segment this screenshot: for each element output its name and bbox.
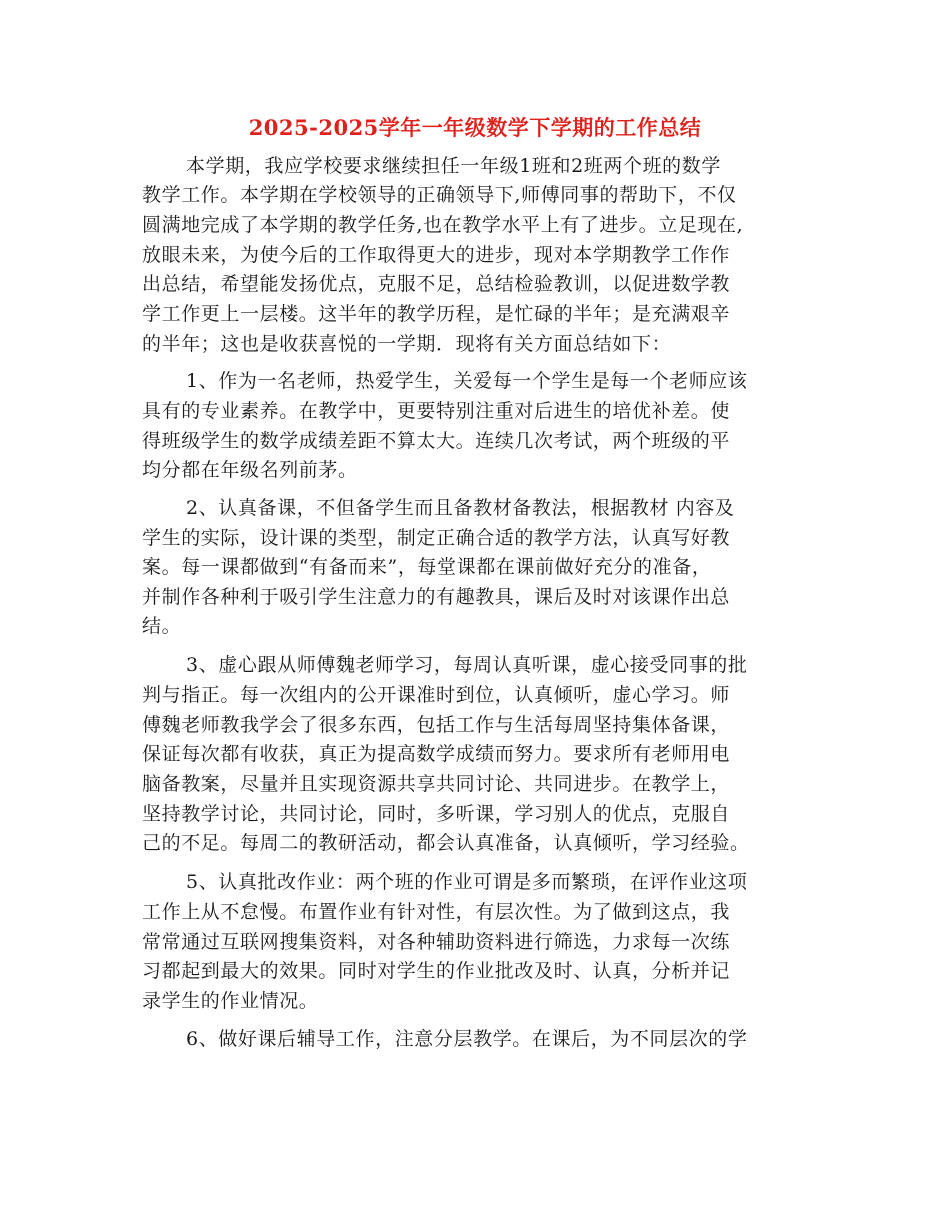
paragraph-line: 均分都在年级名列前茅。	[142, 459, 358, 481]
paragraph-line: 放眼未来，为使今后的工作取得更大的进步，现对本学期教学工作作	[142, 244, 731, 266]
paragraph-line: 脑备教案，尽量并且实现资源共享共同讨论、共同进步。在教学上，	[142, 773, 731, 795]
paragraph-line: 本学期，我应学校要求继续担任一年级1班和2班两个班的数学	[186, 155, 721, 177]
paragraph-line: 具有的专业素养。在教学中，更要特别注重对后进生的培优补差。使	[142, 400, 731, 422]
paragraph-line: 教学工作。本学期在学校领导的正确领导下,师傅同事的帮助下，不仅	[142, 184, 737, 206]
paragraph-line: 5、认真批改作业：两个班的作业可谓是多而繁琐，在评作业这项	[186, 871, 748, 893]
document-title: 2025-2025学年一年级数学下学期的工作总结	[248, 115, 702, 140]
paragraph-line: 出总结，希望能发扬优点，克服不足，总结检验教训，以促进数学教	[142, 273, 731, 295]
paragraph-line: 的半年；这也是收获喜悦的一学期．现将有关方面总结如下：	[142, 333, 672, 355]
paragraph-line: 录学生的作业情况。	[142, 990, 319, 1012]
paragraph-line: 己的不足。每周二的教研活动，都会认真准备，认真倾听，学习经验。	[142, 832, 750, 854]
paragraph-line: 1、作为一名老师，热爱学生，关爱每一个学生是每一个老师应该	[186, 370, 748, 392]
paragraph-line: 保证每次都有收获，真正为提高数学成绩而努力。要求所有老师用电	[142, 743, 731, 765]
paragraph-line: 习都起到最大的效果。同时对学生的作业批改及时、认真，分析并记	[142, 960, 731, 982]
paragraph-line: 3、虚心跟从师傅魏老师学习，每周认真听课，虚心接受同事的批	[186, 654, 748, 676]
paragraph-line: 并制作各种利于吸引学生注意力的有趣教具，课后及时对该课作出总	[142, 586, 731, 608]
paragraph-line: 结。	[142, 615, 182, 637]
paragraph-line: 判与指正。每一次组内的公开课准时到位，认真倾听，虚心学习。师	[142, 684, 731, 706]
paragraph-line: 常常通过互联网搜集资料，对各种辅助资料进行筛选，力求每一次练	[142, 931, 731, 953]
paragraph-line: 6、做好课后辅导工作，注意分层教学。在课后，为不同层次的学	[186, 1028, 748, 1050]
paragraph-line: 学生的实际，设计课的类型，制定正确合适的教学方法，认真写好教	[142, 527, 731, 549]
paragraph-line: 工作上从不怠慢。布置作业有针对性，有层次性。为了做到这点，我	[142, 901, 731, 923]
paragraph-line: 2、认真备课，不但备学生而且备教材备教法，根据教材 内容及	[186, 497, 735, 519]
paragraph-line: 学工作更上一层楼。这半年的教学历程，是忙碌的半年；是充满艰辛	[142, 303, 731, 325]
paragraph-line: 案。每一课都做到“有备而来”，每堂课都在课前做好充分的准备，	[142, 556, 712, 578]
paragraph-line: 得班级学生的数学成绩差距不算太大。连续几次考试，两个班级的平	[142, 430, 731, 452]
paragraph-line: 傅魏老师教我学会了很多东西，包括工作与生活每周坚持集体备课，	[142, 714, 731, 736]
paragraph-line: 圆满地完成了本学期的教学任务,也在教学水平上有了进步。立足现在,	[142, 214, 744, 236]
paragraph-line: 坚持教学讨论，共同讨论，同时，多听课，学习别人的优点，克服自	[142, 803, 731, 825]
